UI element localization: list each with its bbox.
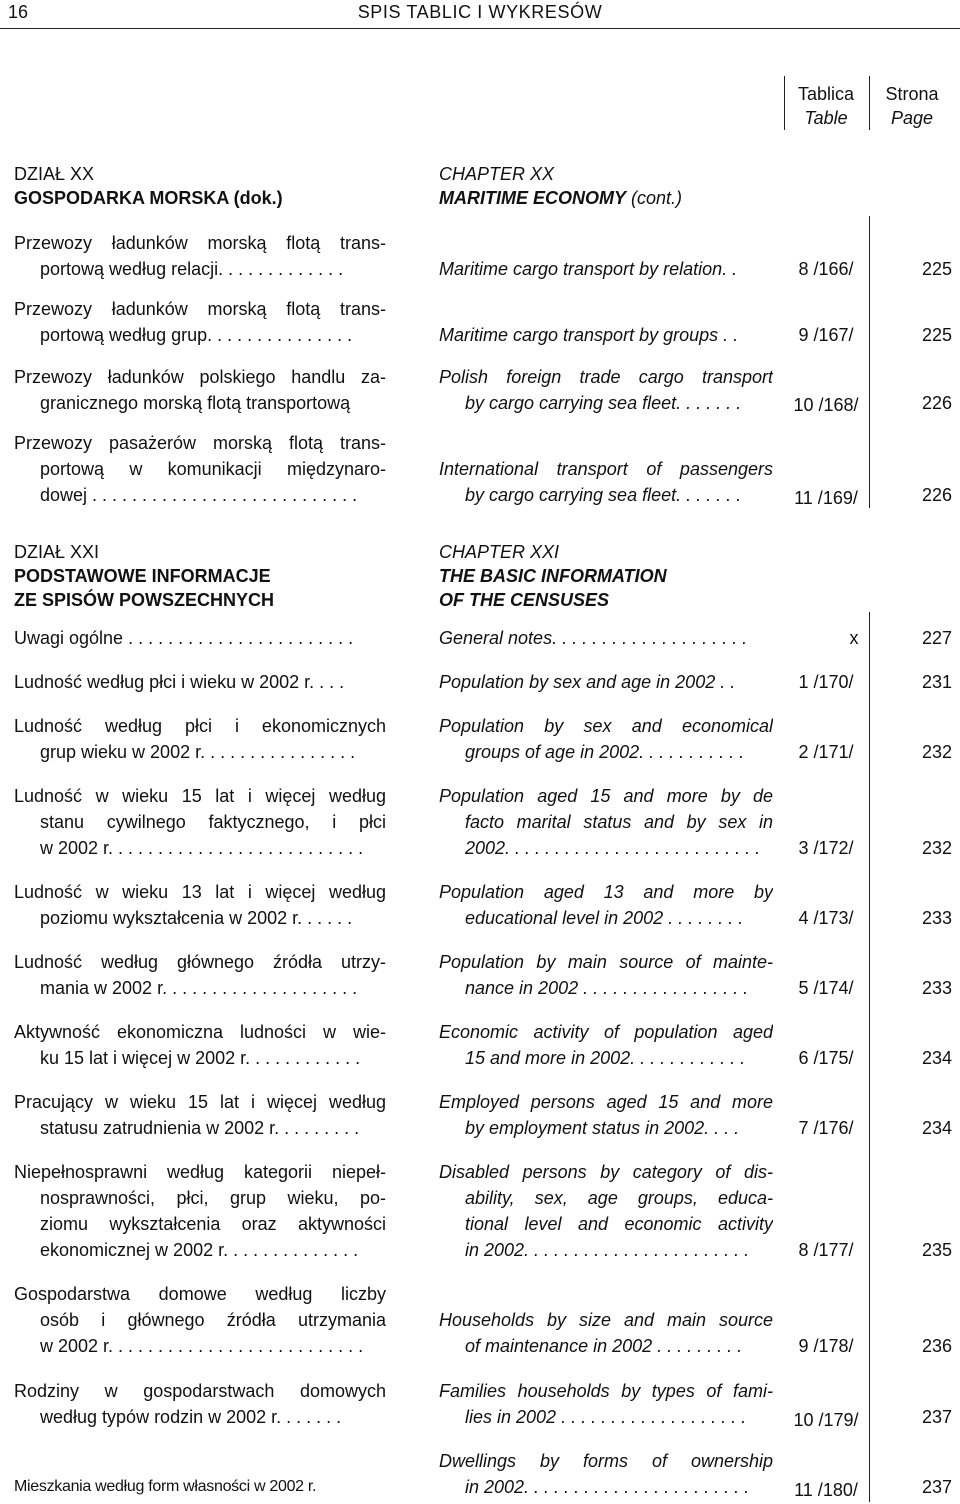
entry-title-pl: Gospodarstwa domowe według liczby osób i głównego źródła utrzymania w 2002 r. . . . . . . . . . . . . . . . . . . . . . . . . . <box>14 1284 386 1356</box>
entry-title-pl: Przewozy ładunków polskiego handlu za- granicznego morską flotą transportową <box>14 367 386 413</box>
page-ref: 225 <box>921 325 952 345</box>
chapter-title-en: MARITIME ECONOMY (cont.) <box>439 188 683 208</box>
entry-title-en: Population by sex and economical groups of age in 2002. . . . . . . . . . . <box>439 716 773 762</box>
page-ref: 237 <box>921 1477 952 1497</box>
page-ref: 237 <box>921 1407 952 1427</box>
table-number: 8 /166/ <box>798 259 854 279</box>
table-number: 9 /178/ <box>798 1336 854 1356</box>
table-number: 10 /168/ <box>793 395 859 415</box>
section-heading-en <box>439 162 682 210</box>
entry-title-pl: Ludność według głównego źródła utrzy- mania w 2002 r. . . . . . . . . . . . . . . . . . . . <box>14 952 386 998</box>
chapter-title-en: THE BASIC INFORMATION <box>439 566 667 586</box>
entry-title-en: Population aged 13 and more by educational level in 2002 . . . . . . . . <box>439 882 773 928</box>
table-number: 8 /177/ <box>798 1240 854 1260</box>
section-heading-en <box>439 540 667 612</box>
table-label: Table <box>804 108 848 128</box>
table-number: 1 /170/ <box>798 672 854 692</box>
table-number: 7 /176/ <box>798 1118 854 1138</box>
table-number: 3 /172/ <box>798 838 854 858</box>
entry-title-en: Population aged 15 and more by de facto marital status and by sex in 2002. . . . . . . . . . . . . . . . . . . . . . . . . . <box>439 786 773 858</box>
table-number: 5 /174/ <box>798 978 854 998</box>
entry-title-en: Households by size and main source of maintenance in 2002 . . . . . . . . . <box>439 1310 773 1356</box>
table-number: 6 /175/ <box>798 1048 854 1068</box>
strona-label: Strona <box>885 84 939 104</box>
entry-title-pl: Ludność według płci i ekonomicznych grup wieku w 2002 r. . . . . . . . . . . . . . . . <box>14 716 386 762</box>
entry-title-pl: Ludność w wieku 13 lat i więcej według poziomu wykształcenia w 2002 r. . . . . . <box>14 882 386 928</box>
entry-title-en: General notes. . . . . . . . . . . . . . . . . . . . <box>439 628 748 648</box>
page-number: 16 <box>8 2 29 22</box>
page-ref: 232 <box>921 838 952 858</box>
entry-title-pl: Uwagi ogólne . . . . . . . . . . . . . . . . . . . . . . . <box>14 628 354 648</box>
entry-title-pl: Przewozy pasażerów morską flotą trans- portową w komunikacji międzynaro- dowej . . . . . . . . . . . . . . . . . . . . . . . . . . . <box>14 433 386 505</box>
entry-title-pl: Rodziny w gospodarstwach domowych według typów rodzin w 2002 r. . . . . . . <box>14 1381 386 1427</box>
chapter-label-pl: DZIAŁ XX <box>14 164 95 184</box>
entry-title-pl: Ludność w wieku 15 lat i więcej według stanu cywilnego faktycznego, i płci w 2002 r. . . . . . . . . . . . . . . . . . . . . . . . . . <box>14 786 386 858</box>
page-ref: 226 <box>921 485 952 505</box>
chapter-title-pl: ZE SPISÓW POWSZECHNYCH <box>14 590 275 610</box>
section-heading-pl <box>14 540 274 612</box>
entry-title-pl: Przewozy ładunków morską flotą trans- portową według relacji. . . . . . . . . . . . . <box>14 233 386 279</box>
page-ref: 227 <box>921 628 952 648</box>
page-ref: 234 <box>921 1048 952 1068</box>
page-ref: 235 <box>921 1240 952 1260</box>
entry-title-en: Families households by types of fami- lies in 2002 . . . . . . . . . . . . . . . . . . . <box>439 1381 773 1427</box>
tablica-label: Tablica <box>797 84 855 104</box>
entry-title-en: Disabled persons by category of dis- ability, sex, age groups, educa- tional level and economic activity in 2002. . . . . . . . . . . . . . . . . . . . . . . <box>439 1162 773 1260</box>
chapter-label-pl: DZIAŁ XXI <box>14 542 100 562</box>
page-ref: 234 <box>921 1118 952 1138</box>
table-number: 2 /171/ <box>798 742 854 762</box>
page-ref: 226 <box>921 393 952 413</box>
page-ref: 233 <box>921 978 952 998</box>
chapter-title-pl: GOSPODARKA MORSKA (dok.) <box>14 188 283 208</box>
table-number: x <box>849 628 859 648</box>
entry-title-en: Maritime cargo transport by groups . . <box>439 325 739 345</box>
entry-title-pl: Ludność według płci i wieku w 2002 r. . . . <box>14 672 345 692</box>
column-rule <box>869 76 870 130</box>
header-rule <box>0 28 960 29</box>
chapter-label-en: CHAPTER XX <box>439 164 555 184</box>
entry-title-en: Population by sex and age in 2002 . . <box>439 672 736 692</box>
chapter-label-en: CHAPTER XXI <box>439 542 560 562</box>
chapter-title-en: OF THE CENSUSES <box>439 590 610 610</box>
entry-title-en: International transport of passengers by cargo carrying sea fleet. . . . . . . <box>439 459 773 505</box>
entry-title-en: Polish foreign trade cargo transport by cargo carrying sea fleet. . . . . . . <box>439 367 773 413</box>
page-ref: 233 <box>921 908 952 928</box>
entry-title-pl: Pracujący w wieku 15 lat i więcej według statusu zatrudnienia w 2002 r. . . . . . . . . <box>14 1092 386 1138</box>
entry-title-en: Employed persons aged 15 and more by employment status in 2002. . . . <box>439 1092 773 1138</box>
column-rule <box>784 76 785 130</box>
section-heading-pl <box>14 162 283 210</box>
entry-title-en: Dwellings by forms of ownership in 2002. . . . . . . . . . . . . . . . . . . . . . . <box>439 1451 773 1497</box>
page-column-header <box>870 82 954 130</box>
chapter-title-pl: PODSTAWOWE INFORMACJE <box>14 566 271 586</box>
table-number: 9 /167/ <box>798 325 854 345</box>
page-ref: 231 <box>921 672 952 692</box>
table-number: 11 /169/ <box>794 488 858 508</box>
entry-title-pl: Niepełnosprawni według kategorii niepeł- nosprawności, płci, grup wieku, po- ziomu wykształcenia oraz aktywności ekonomicznej w 2002 r. . . . . . . . . . . . . . <box>14 1162 386 1260</box>
table-column-header <box>784 82 868 130</box>
running-header: SPIS TABLIC I WYKRESÓW <box>357 2 603 22</box>
entry-title-pl: Aktywność ekonomiczna ludności w wie- ku 15 lat i więcej w 2002 r. . . . . . . . . . . . <box>14 1022 386 1068</box>
page-ref: 225 <box>921 259 952 279</box>
entry-title-pl: Przewozy ładunków morską flotą trans- portową według grup. . . . . . . . . . . . . . . <box>14 299 386 345</box>
entry-title-en: Population by main source of mainte- nance in 2002 . . . . . . . . . . . . . . . . . <box>439 952 773 998</box>
page-ref: 232 <box>921 742 952 762</box>
table-number: 10 /179/ <box>793 1410 859 1430</box>
entry-title-en: Maritime cargo transport by relation. . <box>439 259 738 279</box>
page-ref: 236 <box>921 1336 952 1356</box>
entry-title-pl: Mieszkania według form własności w 2002 r. <box>14 1478 317 1495</box>
table-number: 4 /173/ <box>798 908 854 928</box>
entry-title-en: Economic activity of population aged 15 and more in 2002. . . . . . . . . . . . <box>439 1022 773 1068</box>
page-label: Page <box>890 108 934 128</box>
table-number: 11 /180/ <box>794 1480 858 1500</box>
